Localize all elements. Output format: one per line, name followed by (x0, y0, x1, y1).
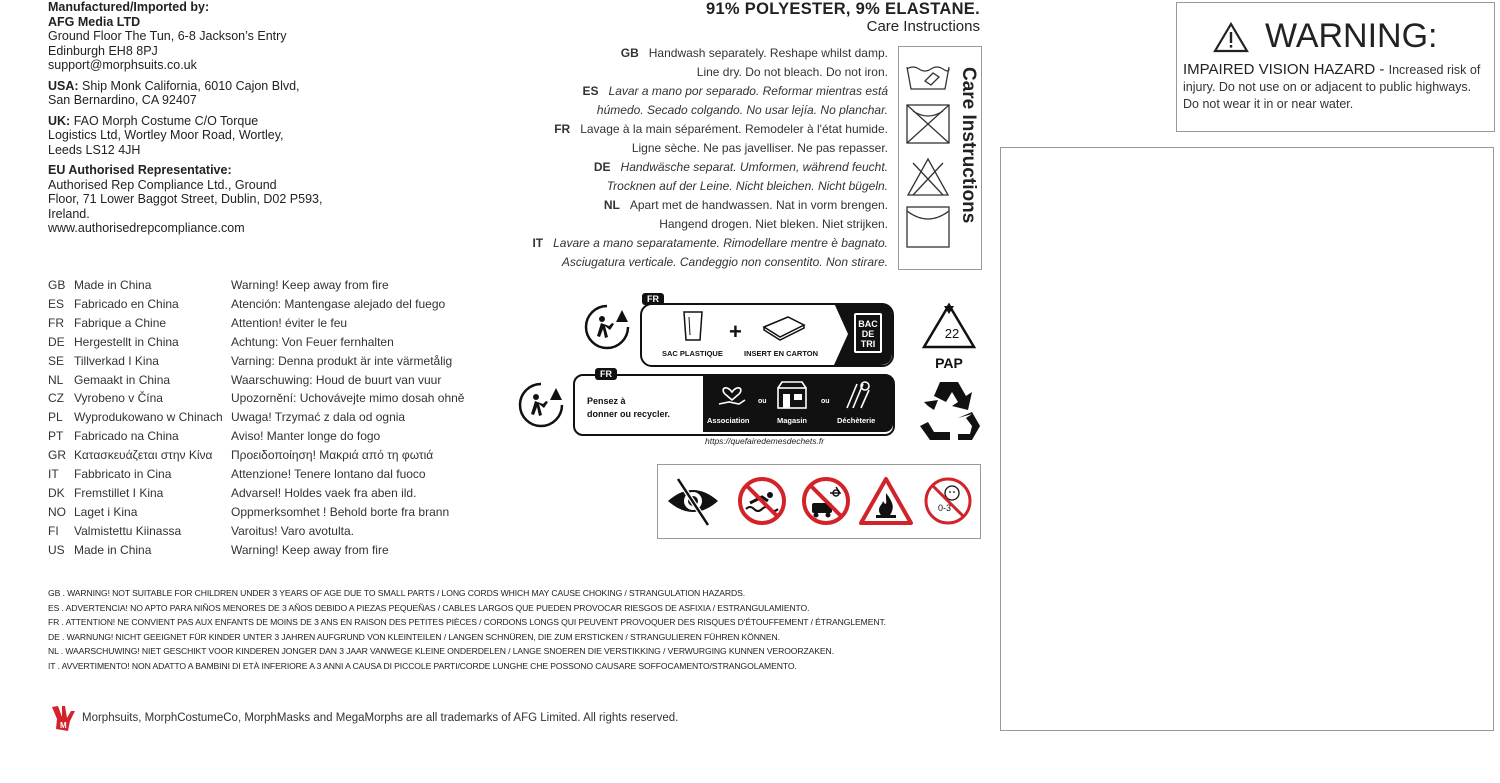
choking-warning-line: ES . ADVERTENCIA! NO APTO PARA NIÑOS MENORES DE 3 AÑOS DEBIDO A PIEZAS PEQUEÑAS / CABLES LARGOS QUE PUEDEN PROVOCAR RIESGOS DE ASFIXIA / ESTRANGULAMIENTO. (48, 602, 810, 613)
association-label: Association (707, 416, 750, 425)
care-line (520, 196, 888, 215)
country-row (48, 484, 464, 503)
usa-label: USA: (48, 78, 79, 93)
composition-block (600, 0, 980, 35)
fabric-composition: 91% POLYESTER, 9% ELASTANE. (705, 0, 980, 18)
manufacturer-heading: Manufactured/Imported by: (48, 0, 210, 14)
care-symbols (903, 55, 953, 255)
country-row (48, 371, 464, 390)
fire-warning: Upozornění: Uchovávejte mimo dosah ohně (231, 391, 465, 406)
care-text: Apart met de handwassen. Nat in vorm brengen. (629, 198, 888, 212)
made-in: Valmistettu Kiinassa (74, 523, 182, 538)
country-code: FI (48, 523, 59, 538)
plastic-bag-icon (680, 309, 706, 343)
fire-warning: Achtung: Von Feuer fernhalten (231, 334, 394, 349)
country-row (48, 295, 464, 314)
made-in: Gemaakt in China (74, 372, 171, 387)
care-line (520, 177, 888, 196)
fire-warning: Warning! Keep away from fire (231, 278, 389, 292)
country-code: PL (48, 410, 63, 425)
choking-warnings (48, 586, 886, 674)
do-not-bleach-icon (908, 159, 948, 195)
choking-warning-line: DE . WARNUNG! NICHT GEEIGNET FÜR KINDER UNTER 3 JAHREN AUFGRUND VON KLEINTEILEN / LANGEN SCHNÜREN, DIE ZUM ERSTICKEN / STRANGULIEREN FÜHREN KÖNNEN. (48, 631, 780, 642)
sorting-bin-icon (822, 303, 892, 365)
country-row (48, 522, 464, 541)
made-in: Fabricado na China (74, 429, 179, 444)
heart-hand-icon (717, 380, 747, 408)
care-text: Handwash separately. Reshape whilst damp. (648, 46, 888, 60)
care-instructions-vertical: Care Instructions (958, 67, 979, 224)
made-in: Hergestellt in China (74, 334, 179, 349)
care-line (520, 101, 888, 120)
fr-tag-2: FR (595, 368, 617, 380)
country-origin-table (48, 276, 464, 560)
country-row (48, 465, 464, 484)
line-dry-icon (907, 207, 949, 247)
fr-tag: FR (642, 293, 664, 305)
care-symbols-box (898, 46, 982, 270)
uk-line-1: FAO Morph Costume C/O Torque (70, 113, 259, 128)
care-text: Lavar a mano por separado. Reformar mientras está (608, 84, 888, 98)
country-row (48, 314, 464, 333)
age-label: 0-3 (938, 503, 952, 513)
not-for-under-3-icon (922, 475, 974, 527)
fire-warning: Προειδοποίηση! Μακριά από τη φωτιά (231, 448, 434, 463)
cardboard-insert-icon (762, 313, 806, 341)
care-line (520, 63, 888, 82)
uk-line-2: Logistics Ltd, Wortley Moor Road, Wortley, (48, 128, 284, 142)
care-lang-code: FR (554, 122, 571, 136)
fire-warning: Attenzione! Tenere lontano dal fuoco (231, 467, 426, 482)
warning-triangle-icon (1213, 21, 1249, 53)
care-text: Handwäsche separat. Umformen, während feucht. (620, 160, 888, 174)
pensez-line-1: Pensez à (587, 396, 626, 406)
fire-warning: Warning! Keep away from fire (231, 542, 389, 557)
eu-heading: EU Authorised Representative: (48, 163, 232, 177)
country-code: DE (48, 334, 65, 349)
made-in: Κατασκευάζεται στην Κίνα (74, 448, 213, 463)
made-in: Fremstillet I Kina (74, 485, 164, 500)
flammable-warning-icon (858, 475, 914, 527)
recycling-url[interactable]: https://quefairedemesdechets.fr (705, 436, 825, 446)
cardboard-insert-label: INSERT EN CARTON (744, 349, 819, 358)
care-text: Line dry. Do not bleach. Do not iron. (696, 65, 888, 79)
country-row (48, 389, 464, 408)
or-separator-2: ou (821, 398, 830, 405)
warning-text (1183, 61, 1489, 113)
fire-warning: Advarsel! Holdes vaek fra aben ild. (231, 485, 417, 500)
care-line (520, 82, 888, 101)
eu-line-2: Floor, 71 Lower Baggot Street, Dublin, D02 P593, Ireland. (48, 192, 323, 221)
fire-warning: Oppmerksomhet ! Behold borte fra brann (231, 504, 450, 519)
fire-warning: Attention! éviter le feu (231, 315, 348, 330)
uk-address (48, 114, 348, 158)
triman-donate-panel (573, 369, 895, 436)
manufacturer-line-1: Ground Floor The Tun, 6-8 Jackson’s Entry (48, 29, 287, 43)
care-lang-code: NL (603, 198, 620, 212)
bin-label-de: DE (861, 329, 875, 339)
fire-warning: Varoitus! Varo avotulta. (231, 523, 354, 538)
country-code: US (48, 542, 65, 557)
trademark-text: Morphsuits, MorphCostumeCo, MorphMasks and MegaMorphs are all trademarks of AFG Limited. All rights reserved. (82, 712, 679, 724)
care-text: Lavare a mano separatamente. Rimodellare mentre è bagnato. (553, 236, 888, 250)
country-code: NL (48, 372, 64, 387)
country-row (48, 333, 464, 352)
recycling-center-icon (841, 378, 875, 410)
made-in: Laget i Kina (74, 504, 138, 519)
care-line (520, 139, 888, 158)
care-lang-code: DE (593, 160, 611, 174)
triman-logo-icon (582, 302, 632, 352)
do-not-tumble-dry-icon (907, 105, 949, 143)
or-separator: ou (758, 398, 767, 405)
made-in: Fabricado en China (74, 296, 179, 311)
care-lang-code: IT (532, 236, 544, 250)
hazard-dash: - (1375, 61, 1389, 78)
country-code: DK (48, 485, 65, 500)
country-row (48, 276, 464, 295)
country-row (48, 427, 464, 446)
care-text: Ligne sèche. Ne pas javelliser. Ne pas repasser. (631, 141, 888, 155)
eu-representative (48, 163, 348, 236)
choking-warning-line: NL . WAARSCHUWING! NIET GESCHIKT VOOR KINDEREN JONGER DAN 3 JAAR VANWEGE KLEINE ONDERDELEN / LANGE SNOEREN DIE VERSTIKKING / VERWURGING KUNNEN VEROORZAKEN. (48, 646, 834, 657)
blank-label-area (1000, 147, 1494, 731)
triman-logo-icon-2 (516, 380, 566, 430)
uk-line-3: Leeds LS12 4JH (48, 142, 141, 157)
pensez-line-2: donner ou recycler. (587, 409, 671, 419)
pap-label: PAP (935, 355, 963, 371)
choking-warning-line: IT . AVVERTIMENTO! NON ADATTO A BAMBINI DI ETÀ INFERIORE A 3 ANNI A CAUSA DI PICCOLE PARTI/CORDE LUNGHE CHE POSSONO CAUSARE SOFFOCAMENTO/STRANGOLAMENTO. (48, 660, 797, 671)
made-in: Made in China (74, 542, 152, 557)
trademark-line (48, 703, 678, 733)
no-road-use-icon (800, 475, 852, 527)
hazard-description: Increased risk of injury. Do not use on or adjacent to public highways. Do not wear it in or near water. (1183, 63, 1481, 111)
made-in: Fabbricato in Cina (74, 467, 172, 482)
shop-icon (775, 380, 809, 410)
care-line (520, 44, 888, 63)
usa-address (48, 79, 348, 108)
choking-warning-line: FR . ATTENTION! NE CONVIENT PAS AUX ENFANTS DE MOINS DE 3 ANS EN RAISON DES PETITES PIÈCES / CORDONS LONGS QUI PEUVENT PROVOQUER DES RISQUES D'ÉTOUFFEMENT / ÉTRANGLEMENT. (48, 617, 886, 628)
pap-recycling-icon (920, 302, 978, 372)
no-swimming-icon (736, 475, 788, 527)
manufacturer-name: AFG Media LTD (48, 14, 141, 29)
fire-warning: Aviso! Manter longe do fogo (231, 429, 381, 444)
country-code: GR (48, 448, 66, 463)
fire-warning: Waarschuwing: Houd de buurt van vuur (231, 372, 442, 387)
care-instructions (520, 44, 888, 272)
usa-line-2: San Bernardino, CA 92407 (48, 93, 197, 107)
made-in: Vyrobeno v Čína (74, 391, 163, 406)
care-text: Asciugatura verticale. Candeggio non consentito. Non stirare. (561, 255, 888, 269)
country-row (48, 541, 464, 560)
warning-box (1176, 2, 1495, 132)
made-in: Wyprodukowano w Chinach (74, 410, 223, 425)
warning-title-text: WARNING: (1265, 17, 1438, 55)
country-row (48, 503, 464, 522)
care-text: Hangend drogen. Niet bleken. Niet strijken. (659, 217, 888, 231)
choking-warning-line: GB . WARNING! NOT SUITABLE FOR CHILDREN UNDER 3 YEARS OF AGE DUE TO SMALL PARTS / LONG CORDS WHICH MAY CAUSE CHOKING / STRANGULATION HAZARDS. (48, 588, 746, 598)
donation-options (703, 374, 893, 432)
pap-number: 22 (944, 326, 960, 341)
triman-packaging-panel (640, 294, 894, 367)
shop-label: Magasin (777, 416, 808, 425)
manufacturer-block (48, 0, 348, 73)
plus-icon: + (729, 319, 742, 344)
bin-label-tri: TRI (860, 339, 876, 349)
country-code: ES (48, 296, 65, 311)
care-text: Trocknen auf der Leine. Nicht bleichen. Nicht bügeln. (606, 179, 888, 193)
country-code: IT (48, 467, 59, 482)
morphsuits-hand-logo-icon (48, 703, 78, 733)
hazard-name: IMPAIRED VISION HAZARD (1183, 61, 1376, 78)
recycle-mobius-icon (914, 378, 984, 444)
handwash-icon (907, 67, 949, 89)
manufacturer-line-2: Edinburgh EH8 8PJ (48, 43, 158, 58)
address-block (48, 0, 348, 242)
country-code: GB (48, 278, 66, 292)
care-text: húmedo. Secado colgando. No usar lejía. No planchar. (596, 103, 888, 117)
country-code: SE (48, 353, 65, 368)
recycling-center-label: Déchèterie (837, 416, 876, 425)
bin-label-bac: BAC (858, 319, 878, 329)
fire-warning: Varning: Denna produkt är inte värmetålig (231, 353, 453, 368)
made-in: Fabrique a Chine (74, 315, 167, 330)
country-code: FR (48, 315, 64, 330)
manufacturer-email: support@morphsuits.co.uk (48, 58, 197, 72)
eu-website: www.authorisedrepcompliance.com (48, 221, 245, 235)
care-lang-code: GB (620, 46, 639, 60)
warning-title (1213, 17, 1438, 56)
uk-label: UK: (48, 113, 71, 128)
plastic-bag-label: SAC PLASTIQUE (662, 349, 723, 358)
care-instructions-title: Care Instructions (866, 18, 980, 35)
care-line (520, 215, 888, 234)
country-row (48, 446, 464, 465)
care-lang-code: ES (582, 84, 599, 98)
fire-warning: Uwaga! Trzymać z dala od ognia (231, 410, 406, 425)
country-row (48, 408, 464, 427)
care-line (520, 253, 888, 272)
care-text: Lavage à la main séparément. Remodeler à l'état humide. (580, 122, 888, 136)
country-row (48, 352, 464, 371)
care-line (520, 234, 888, 253)
usa-line-1: Ship Monk California, 6010 Cajon Blvd, (78, 78, 300, 93)
made-in: Made in China (74, 278, 152, 292)
country-code: CZ (48, 391, 64, 406)
fire-warning: Atención: Mantengase alejado del fuego (231, 296, 446, 311)
made-in: Tillverkad I Kina (74, 353, 159, 368)
eu-line-1: Authorised Rep Compliance Ltd., Ground (48, 177, 277, 192)
care-line (520, 158, 888, 177)
country-code: PT (48, 429, 64, 444)
country-code: NO (48, 504, 66, 519)
warning-pictograms (657, 464, 981, 539)
impaired-vision-icon (664, 473, 722, 529)
svg-text:M: M (60, 721, 67, 730)
care-line (520, 120, 888, 139)
